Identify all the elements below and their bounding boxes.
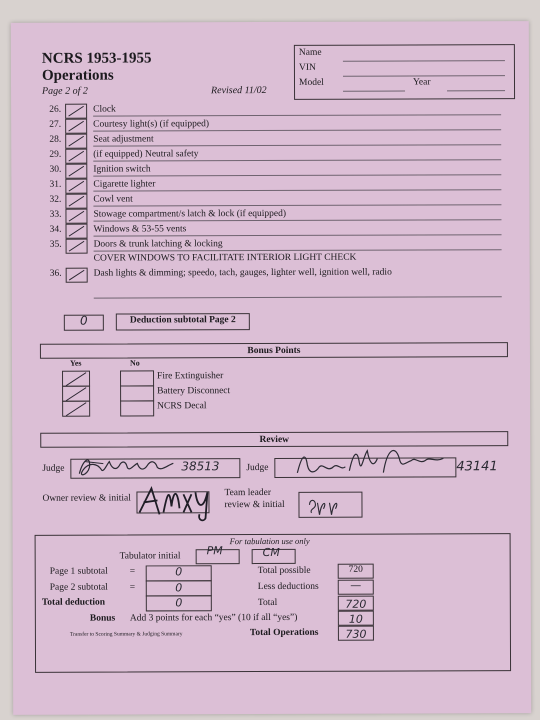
bonus-instructions: Add 3 points for each “yes” (10 if all “yes”) [129, 612, 298, 624]
item-text: Cigarette lighter [93, 179, 156, 190]
item-checkbox[interactable] [65, 149, 87, 164]
check-slash-icon [66, 372, 87, 386]
page-label: Page 2 of 2 [42, 85, 88, 97]
bonus-yes-checkbox[interactable] [62, 371, 90, 387]
item-number: 30. [49, 164, 62, 175]
deduction-value: 0 [79, 313, 88, 328]
item-checkbox[interactable] [65, 104, 87, 119]
item-checkbox[interactable] [65, 164, 87, 179]
item-checkbox[interactable] [65, 179, 87, 194]
total-deduction-label: Total deduction [41, 597, 106, 608]
bonus-value: 10 [348, 612, 363, 626]
team-leader-label: Team leader [224, 488, 272, 499]
item-answer-line [93, 114, 501, 116]
judge2-number: 43141 [456, 459, 498, 475]
bonus-yes-label: Yes [69, 358, 82, 368]
total-operations-label: Total Operations [249, 627, 319, 639]
model-field[interactable] [343, 91, 405, 92]
item-number: 35. [49, 239, 62, 250]
less-deductions-label: Less deductions [257, 581, 319, 593]
item36-continuation-line [94, 296, 502, 298]
item-text: Ignition switch [93, 164, 151, 175]
item-answer-line [93, 219, 501, 221]
item-number: 32. [49, 194, 62, 205]
total-value: 720 [345, 597, 367, 611]
item-number: 31. [49, 179, 62, 190]
total-deduction-value: 0 [175, 596, 183, 610]
judge2-signature-icon [287, 442, 457, 481]
item-number: 36. [49, 268, 62, 279]
total-label: Total [257, 597, 278, 609]
item-checkbox[interactable] [65, 224, 87, 239]
form-title: NCRS 1953-1955 [41, 50, 152, 67]
bonus-item-label: Fire Extinguisher [157, 371, 224, 382]
judge1-signature-icon [73, 453, 188, 481]
owner-review-label: Owner review & initial [42, 493, 131, 504]
year-label: Year [412, 77, 431, 88]
check-slash-icon [68, 121, 84, 132]
check-slash-icon [66, 387, 87, 401]
owner-initial-box[interactable] [136, 491, 209, 513]
page2-subtotal-box[interactable] [146, 580, 212, 596]
bonus-points-header [40, 342, 508, 359]
judge1-number: 38513 [181, 459, 220, 474]
deduction-value-box[interactable] [64, 315, 104, 331]
item-text: (if equipped) Neutral safety [93, 149, 199, 160]
bonus-yes-checkbox[interactable] [62, 401, 90, 417]
item-text: Stowage compartment/s latch & lock (if equipped) [93, 208, 287, 220]
tabulator-initial-1: PM [206, 544, 223, 558]
page2-subtotal-label: Page 2 subtotal [49, 582, 108, 593]
page2-equals: = [129, 582, 136, 593]
vehicle-info-box [294, 44, 515, 100]
team-leader-initial-box[interactable] [298, 492, 362, 518]
bonus-item-label: Battery Disconnect [157, 386, 231, 397]
item-answer-line [93, 159, 501, 161]
item-checkbox[interactable] [66, 268, 88, 283]
cover-windows-note: COVER WINDOWS TO FACILITATE INTERIOR LIGHT CHECK [93, 252, 357, 264]
check-slash-icon [69, 270, 85, 281]
item-number: 34. [49, 224, 62, 235]
review-header-text: Review [259, 434, 290, 445]
judge1-label: Judge [42, 463, 65, 474]
page1-equals: = [129, 566, 136, 577]
transfer-note: Transfer to Scoring Summary & Judging Summary [69, 631, 183, 638]
tabulator-initial-2: CM [262, 545, 280, 560]
check-slash-icon [68, 136, 84, 147]
owner-initial-icon [133, 482, 223, 522]
item-answer-line [94, 234, 502, 236]
total-possible-label: Total possible [257, 565, 311, 577]
item-number: 28. [49, 134, 62, 145]
item-answer-line [93, 204, 501, 206]
check-slash-icon [68, 106, 84, 117]
bonus-header-text: Bonus Points [247, 345, 301, 356]
deduction-label: Deduction subtotal Page 2 [129, 315, 236, 326]
name-field[interactable] [343, 60, 505, 62]
item-number: 33. [49, 209, 62, 220]
total-operations-value: 730 [345, 627, 367, 641]
item-answer-line [93, 174, 501, 176]
bonus-item-label: NCRS Decal [157, 401, 207, 412]
revised-label: Revised 11/02 [211, 85, 267, 97]
item-answer-line [93, 129, 501, 131]
judge2-box[interactable] [274, 457, 456, 478]
item-text: Cowl vent [93, 194, 133, 205]
tabulator-label: Tabulator initial [119, 551, 181, 562]
page1-subtotal-value: 0 [175, 565, 183, 579]
judge1-box[interactable] [70, 458, 240, 479]
less-deductions-box[interactable] [338, 580, 374, 595]
model-label: Model [298, 77, 324, 88]
team-leader-label-2: review & initial [224, 499, 285, 511]
check-slash-icon [69, 196, 85, 207]
bonus-no-checkbox[interactable] [120, 385, 154, 401]
item-checkbox[interactable] [66, 239, 88, 254]
item-text: Seat adjustment [93, 134, 154, 145]
item-number: 29. [49, 149, 62, 160]
item-checkbox[interactable] [65, 119, 87, 134]
deduction-label-box [116, 313, 250, 330]
check-slash-icon [69, 181, 85, 192]
item-checkbox[interactable] [65, 194, 87, 209]
bonus-value-box[interactable] [338, 611, 374, 626]
total-box[interactable] [338, 596, 374, 611]
team-leader-initial-icon [305, 495, 345, 517]
less-deductions-value: — [350, 578, 362, 592]
year-field[interactable] [447, 90, 505, 91]
total-operations-box[interactable] [338, 626, 374, 641]
item-text: Windows & 53-55 vents [93, 224, 187, 235]
bonus-no-checkbox[interactable] [120, 370, 154, 386]
tabulation-title: For tabulation use only [229, 535, 310, 547]
bonus-yes-checkbox[interactable] [62, 386, 90, 402]
total-deduction-box[interactable] [146, 595, 212, 611]
item-number: 27. [49, 119, 62, 130]
item-answer-line [93, 189, 501, 191]
item-text: Clock [93, 104, 116, 115]
item-text: Doors & trunk latching & locking [93, 239, 223, 250]
check-slash-icon [69, 211, 85, 222]
check-slash-icon [69, 226, 85, 237]
judge2-label: Judge [246, 463, 269, 474]
bonus-no-checkbox[interactable] [120, 400, 154, 416]
item-answer-line [93, 144, 501, 146]
check-slash-icon [69, 166, 85, 177]
item-checkbox[interactable] [65, 209, 87, 224]
vin-label: VIN [298, 62, 316, 73]
check-slash-icon [66, 402, 87, 416]
name-label: Name [298, 47, 322, 58]
item-number: 26. [49, 104, 62, 115]
tabulation-box [35, 533, 511, 673]
bonus-no-label: No [129, 358, 140, 368]
item-text: Dash lights & dimming; speedo, tach, gauges, lighter well, ignition well, radio [93, 267, 392, 279]
tabulator-initial-box-1[interactable] [196, 544, 240, 564]
page1-subtotal-box[interactable] [146, 565, 212, 581]
item-text: Courtesy light(s) (if equipped) [93, 119, 209, 130]
total-possible-value: 720 [348, 564, 363, 575]
form-sheet [11, 21, 531, 715]
tabulator-initial-box-2[interactable] [252, 545, 296, 564]
item-checkbox[interactable] [65, 134, 87, 149]
page2-subtotal-value: 0 [175, 581, 183, 595]
page1-subtotal-label: Page 1 subtotal [49, 566, 108, 577]
form-subtitle: Operations [41, 67, 114, 84]
check-slash-icon [68, 151, 84, 162]
item-answer-line [94, 249, 502, 251]
total-possible-box [338, 564, 374, 579]
check-slash-icon [69, 241, 85, 252]
bonus-label: Bonus [89, 613, 116, 624]
